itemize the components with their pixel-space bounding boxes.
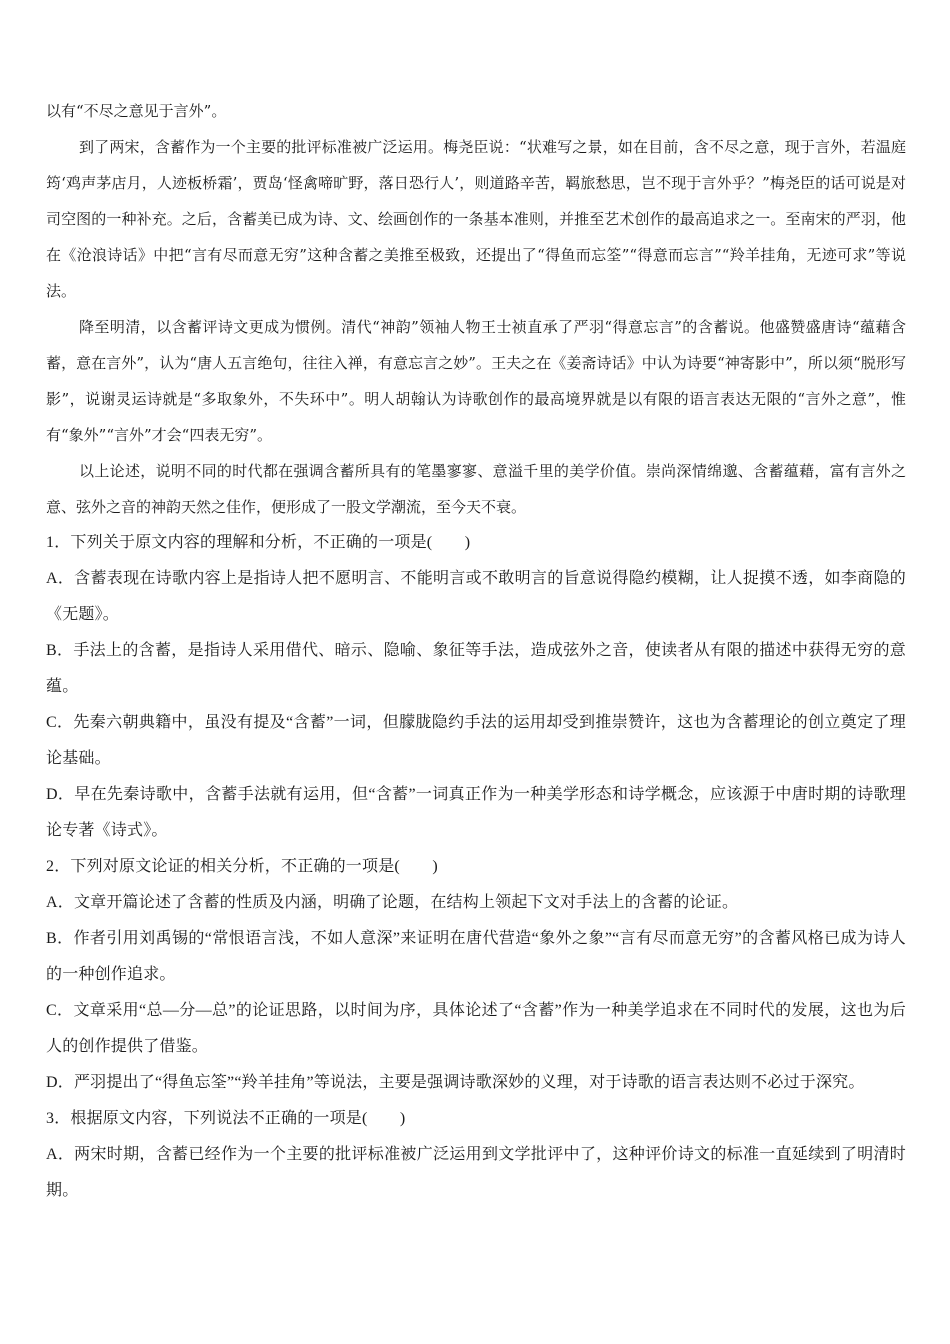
question-stem: 1．下列关于原文内容的理解和分析，不正确的一项是( ) — [46, 534, 471, 551]
passage-paragraph-2: 降至明清，以含蓄评诗文更成为惯例。清代“神韵”领袖人物王士祯直承了严羽“得意忘言”的含蓄说。他盛赞盛唐诗“蕴藉含蓄，意在言外”，认为“唐人五言绝句，往往入禅，有意忘言之妙”。王夫之在《姜斋诗话》中认为诗要“神寄影中”，所以须“脱形写影”，说谢灵运诗就是“多取象外，不失环中”。明人胡翰认为诗歌创作的最高境界就是以有限的语言表达无限的“言外之意”，惟有“象外”“言外”才会“四表无穷”。 — [46, 318, 906, 444]
passage-paragraph-3: 以上论述，说明不同的时代都在强调含蓄所具有的笔墨寥寥、意溢千里的美学价值。崇尚深情绵邈、含蓄蕴藉，富有言外之意、弦外之音的神韵天然之佳作，便形成了一股文学潮流，至今天不衰。 — [46, 462, 906, 516]
option-a: A．两宋时期，含蓄已经作为一个主要的批评标准被广泛运用到文学批评中了，这种评价诗文的标准一直延续到了明清时期。 — [46, 1146, 906, 1199]
option-a: A．文章开篇论述了含蓄的性质及内涵，明确了论题，在结构上领起下文对手法上的含蓄的论证。 — [46, 894, 739, 911]
passage-paragraph-1: 到了两宋，含蓄作为一个主要的批评标准被广泛运用。梅尧臣说：“状难写之景，如在目前，含不尽之意，现于言外，若温庭筠‘鸡声茅店月，人迹板桥霜’，贾岛‘怪禽啼旷野，落日恐行人’，则道路辛苦，羁旅愁思，岂不现于言外乎？”梅尧臣的话可说是对司空图的一种补充。之后，含蓄美已成为诗、文、绘画创作的一条基本准则，并推至艺术创作的最高追求之一。至南宋的严羽，他在《沧浪诗话》中把“言有尽而意无穷”这种含蓄之美推至极致，还提出了“得鱼而忘筌”“得意而忘言”“羚羊挂角，无迹可求”等说法。 — [46, 138, 906, 300]
option-c: C．文章采用“总—分—总”的论证思路，以时间为序，具体论述了“含蓄”作为一种美学追求在不同时代的发展，这也为后人的创作提供了借鉴。 — [46, 1002, 906, 1055]
question-2 — [46, 849, 906, 1101]
passage-paragraph-0: 以有“不尽之意见于言外”。 — [46, 102, 227, 120]
option-b: B．手法上的含蓄，是指诗人采用借代、暗示、隐喻、象征等手法，造成弦外之音，使读者从有限的描述中获得无穷的意蕴。 — [46, 642, 906, 695]
option-a: A．含蓄表现在诗歌内容上是指诗人把不愿明言、不能明言或不敢明言的旨意说得隐约模糊，让人捉摸不透，如李商隐的《无题》。 — [46, 570, 906, 623]
question-stem: 2．下列对原文论证的相关分析，不正确的一项是( ) — [46, 858, 438, 875]
option-b: B．作者引用刘禹锡的“常恨语言浅，不如人意深”来证明在唐代营造“象外之象”“言有尽而意无穷”的含蓄风格已成为诗人的一种创作追求。 — [46, 930, 906, 983]
option-c: C．先秦六朝典籍中，虽没有提及“含蓄”一词，但朦胧隐约手法的运用却受到推崇赞许，这也为含蓄理论的创立奠定了理论基础。 — [46, 714, 906, 767]
question-1 — [46, 525, 906, 849]
question-stem: 3．根据原文内容，下列说法不正确的一项是( ) — [46, 1110, 406, 1127]
option-d: D．严羽提出了“得鱼忘筌”“羚羊挂角”等说法，主要是强调诗歌深妙的义理，对于诗歌的语言表达则不必过于深究。 — [46, 1074, 865, 1091]
question-3 — [46, 1101, 906, 1209]
option-d: D．早在先秦诗歌中，含蓄手法就有运用，但“含蓄”一词真正作为一种美学形态和诗学概念，应该源于中唐时期的诗歌理论专著《诗式》。 — [46, 786, 906, 839]
